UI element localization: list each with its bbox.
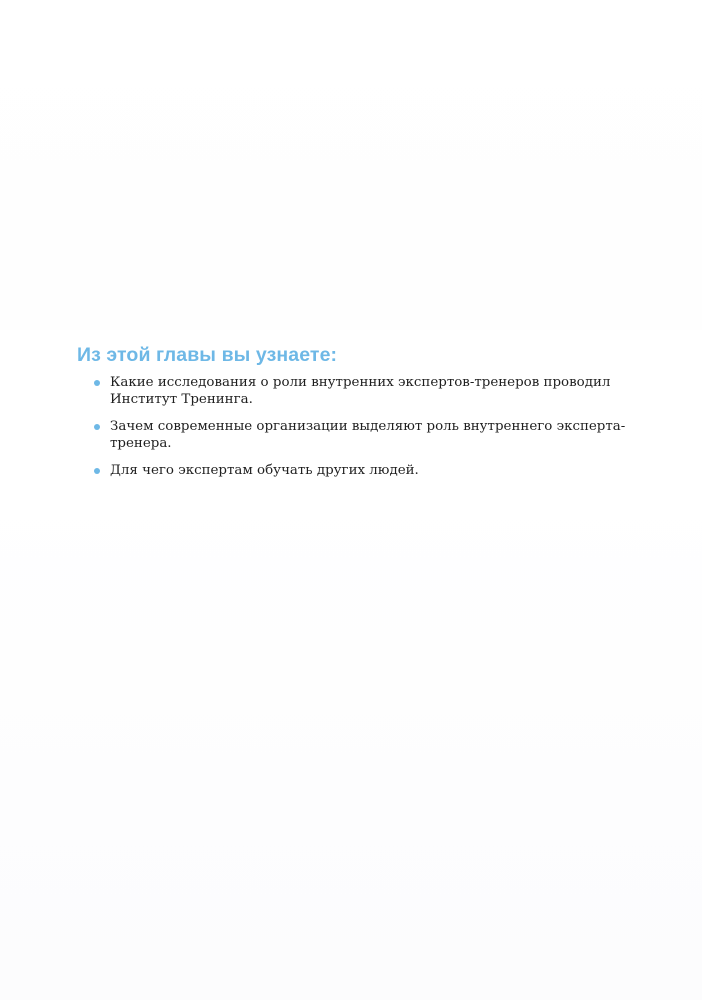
summary-item-text: Зачем современные организации выделяют роль внутреннего эксперта-тренера. bbox=[110, 419, 626, 451]
summary-list-item bbox=[77, 462, 637, 479]
bullet-icon bbox=[94, 468, 100, 474]
summary-list-item bbox=[77, 418, 637, 452]
page-background-top bbox=[0, 0, 702, 330]
summary-list bbox=[77, 374, 637, 479]
chapter-summary bbox=[77, 342, 637, 489]
page-background-bottom bbox=[0, 480, 702, 1000]
summary-item-text: Для чего экспертам обучать других людей. bbox=[110, 463, 419, 478]
summary-item-text: Какие исследования о роли внутренних экспертов-тренеров проводил Институт Тренинга. bbox=[110, 375, 611, 407]
bullet-icon bbox=[94, 424, 100, 430]
summary-list-item bbox=[77, 374, 637, 408]
chapter-summary-heading: Из этой главы вы узнаете: bbox=[77, 344, 338, 366]
bullet-icon bbox=[94, 380, 100, 386]
